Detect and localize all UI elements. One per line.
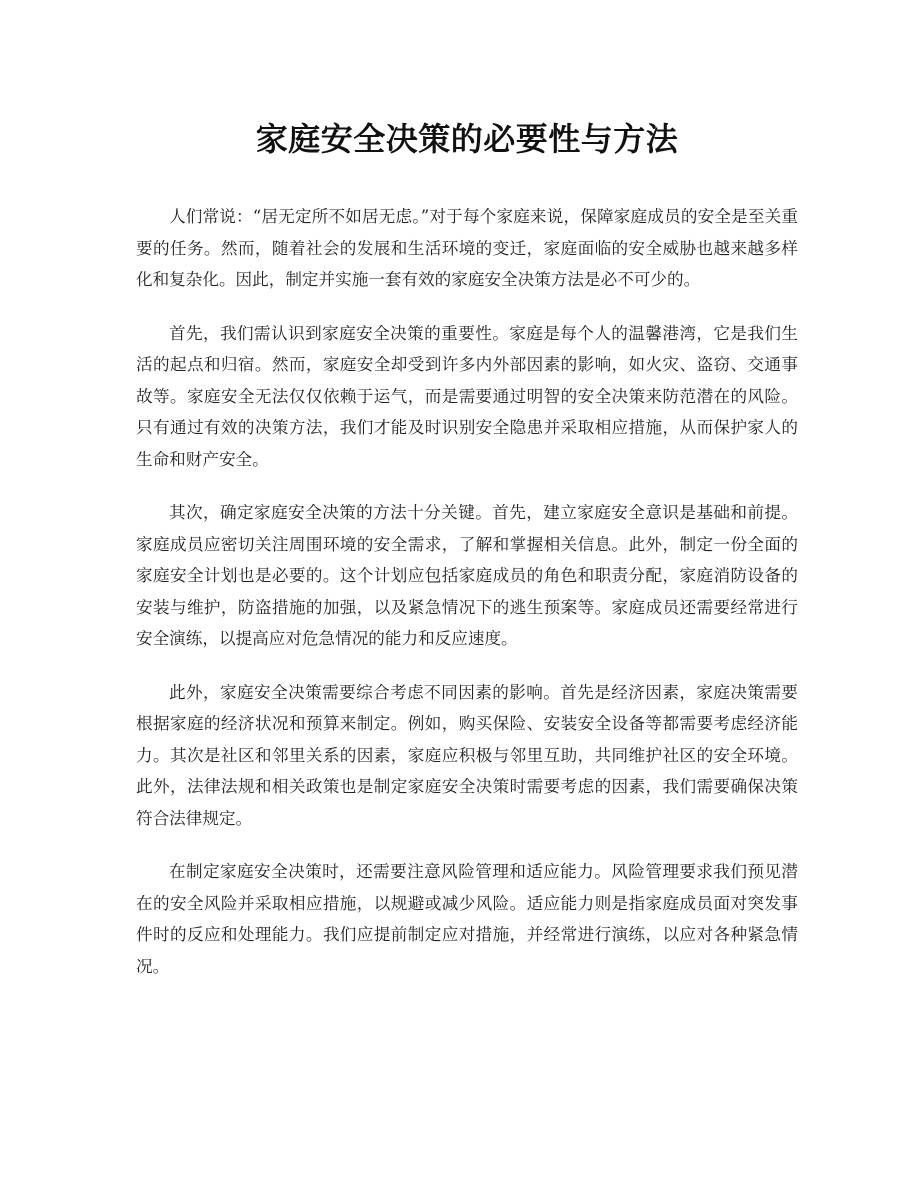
document-title: 家庭安全决策的必要性与方法 bbox=[255, 120, 679, 158]
paragraph-4: 此外，家庭安全决策需要综合考虑不同因素的影响。首先是经济因素，家庭决策需要根据家庭的经济状况和预算来制定。例如，购买保险、安装安全设备等都需要考虑经济能力。其次是社区和邻里关系的因素，家庭应积极与邻里互助，共同维护社区的安全环境。此外，法律法规和相关政策也是制定家庭安全决策时需要考虑的因素，我们需要确保决策符合法律规定。 bbox=[136, 682, 798, 828]
paragraph-5: 在制定家庭安全决策时，还需要注意风险管理和适应能力。风险管理要求我们预见潜在的安全风险并采取相应措施，以规避或减少风险。适应能力则是指家庭成员面对突发事件时的反应和处理能力。我们应提前制定应对措施，并经常进行演练，以应对各种紧急情况。 bbox=[136, 862, 798, 976]
paragraph-2: 首先，我们需认识到家庭安全决策的重要性。家庭是每个人的温馨港湾，它是我们生活的起点和归宿。然而，家庭安全却受到许多内外部因素的影响，如火灾、盗窃、交通事故等。家庭安全无法仅仅依赖于运气，而是需要通过明智的安全决策来防范潜在的风险。只有通过有效的决策方法，我们才能及时识别安全隐患并采取相应措施，从而保护家人的生命和财产安全。 bbox=[136, 323, 798, 469]
paragraph-3: 其次，确定家庭安全决策的方法十分关键。首先，建立家庭安全意识是基础和前提。家庭成员应密切关注周围环境的安全需求，了解和掌握相关信息。此外，制定一份全面的家庭安全计划也是必要的。这个计划应包括家庭成员的角色和职责分配，家庭消防设备的安装与维护，防盗措施的加强，以及紧急情况下的逃生预案等。家庭成员还需要经常进行安全演练，以提高应对危急情况的能力和反应速度。 bbox=[136, 503, 798, 648]
paragraph-1: 人们常说：“居无定所不如居无虑。”对于每个家庭来说，保障家庭成员的安全是至关重要的任务。然而，随着社会的发展和生活环境的变迁，家庭面临的安全威胁也越来越多样化和复杂化。因此，制定并实施一套有效的家庭安全决策方法是必不可少的。 bbox=[136, 207, 798, 289]
